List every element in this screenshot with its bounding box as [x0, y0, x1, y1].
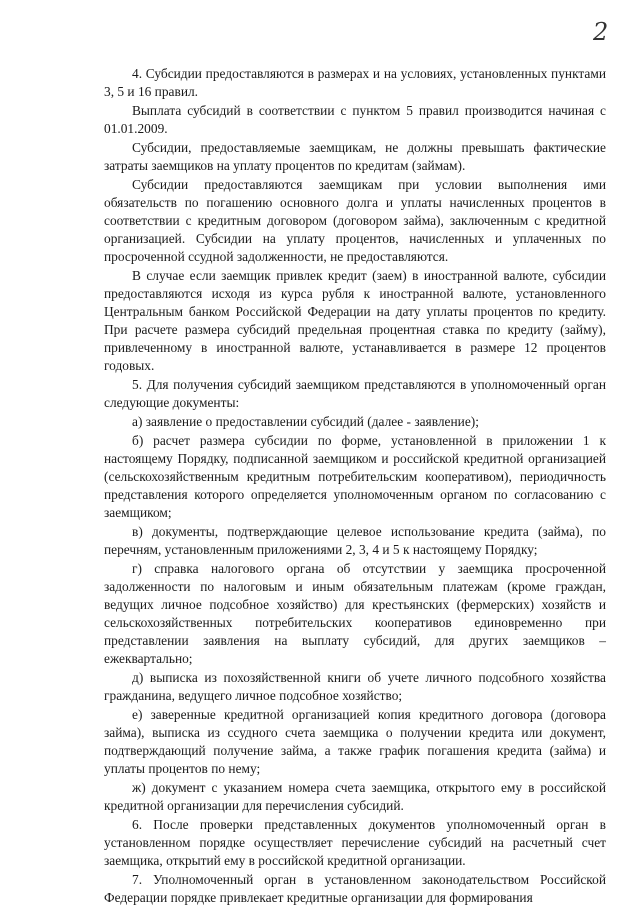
list-item-e: е) заверенные кредитной организацией копия кредитного договора (договора займа), выписка из ссудного счета заемщика о получении кредита или документ, подтверждающий получение займа, а также график погашения кредита (займа) и уплаты процентов по нему;	[104, 707, 606, 776]
paragraph-6-transfer: 6. После проверки представленных документов уполномоченный орган в установленном порядке осуществляет перечисление субсидий на расчетный счет заемщика, открытий ему в российской кредитной организации.	[104, 817, 606, 868]
paragraph-7-credit-organizations: 7. Уполномоченный орган в установленном законодательством Российской Федерации порядке привлекает кредитные организации для формирования	[104, 872, 606, 905]
page-number: 2	[593, 18, 609, 46]
document-body	[104, 65, 606, 908]
list-item-d: д) выписка из похозяйственной книги об учете личного подсобного хозяйства гражданина, ведущего личное подсобное хозяйство;	[104, 670, 606, 703]
list-item-b: б) расчет размера субсидии по форме, установленной в приложении 1 к настоящему Порядку, подписанной заемщиком и российской кредитной организацией (сельскохозяйственным кредитным потребительским кооперативом), периодичность представления которого определяется уполномоченным органом по согласованию с заемщиком;	[104, 433, 606, 520]
list-item-a: а) заявление о предоставлении субсидий (далее - заявление);	[132, 414, 479, 429]
paragraph-4-subsidy-amounts: 4. Субсидии предоставляются в размерах и на условиях, установленных пунктами 3, 5 и 16 правил.	[104, 66, 606, 99]
paragraph-5-documents: 5. Для получения субсидий заемщиком представляются в уполномоченный орган следующие документы:	[104, 377, 606, 410]
paragraph-payment-start: Выплата субсидий в соответствии с пунктом 5 правил производится начиная с 01.01.2009.	[104, 103, 606, 136]
paragraph-subsidy-limit: Субсидии, предоставляемые заемщикам, не должны превышать фактические затраты заемщиков на уплату процентов по кредитам (займам).	[104, 140, 606, 173]
paragraph-subsidy-conditions: Субсидии предоставляются заемщикам при условии выполнения ими обязательств по погашению основного долга и уплаты начисленных процентов в соответствии с кредитным договором (договором займа), заключенным с кредитной организацией. Субсидии на уплату процентов, начисленных и уплаченных по просроченной ссудной задолженности, не предоставляются.	[104, 177, 606, 264]
paragraph-foreign-currency: В случае если заемщик привлек кредит (заем) в иностранной валюте, субсидии предоставляются исходя из курса рубля к иностранной валюте, установленного Центральным банком Российской Федерации на дату уплаты процентов по кредиту. При расчете размера субсидий предельная процентная ставка по кредиту (займу), привлеченному в иностранной валюте, устанавливается в размере 12 процентов годовых.	[104, 268, 606, 373]
list-item-v: в) документы, подтверждающие целевое использование кредита (займа), по перечням, установленным приложениями 2, 3, 4 и 5 к настоящему Порядку;	[104, 524, 606, 557]
list-item-zh: ж) документ с указанием номера счета заемщика, открытого ему в российской кредитной организации для перечисления субсидий.	[104, 780, 606, 813]
list-item-g: г) справка налогового органа об отсутствии у заемщика просроченной задолженности по налоговым и иным обязательным платежам (кроме граждан, ведущих личное подсобное хозяйство) для крестьянских (фермерских) хозяйств и сельскохозяйственных потребительских кооперативов единовременно при представлении заявления на выплату субсидий, для других заемщиков – ежеквартально;	[104, 561, 606, 666]
